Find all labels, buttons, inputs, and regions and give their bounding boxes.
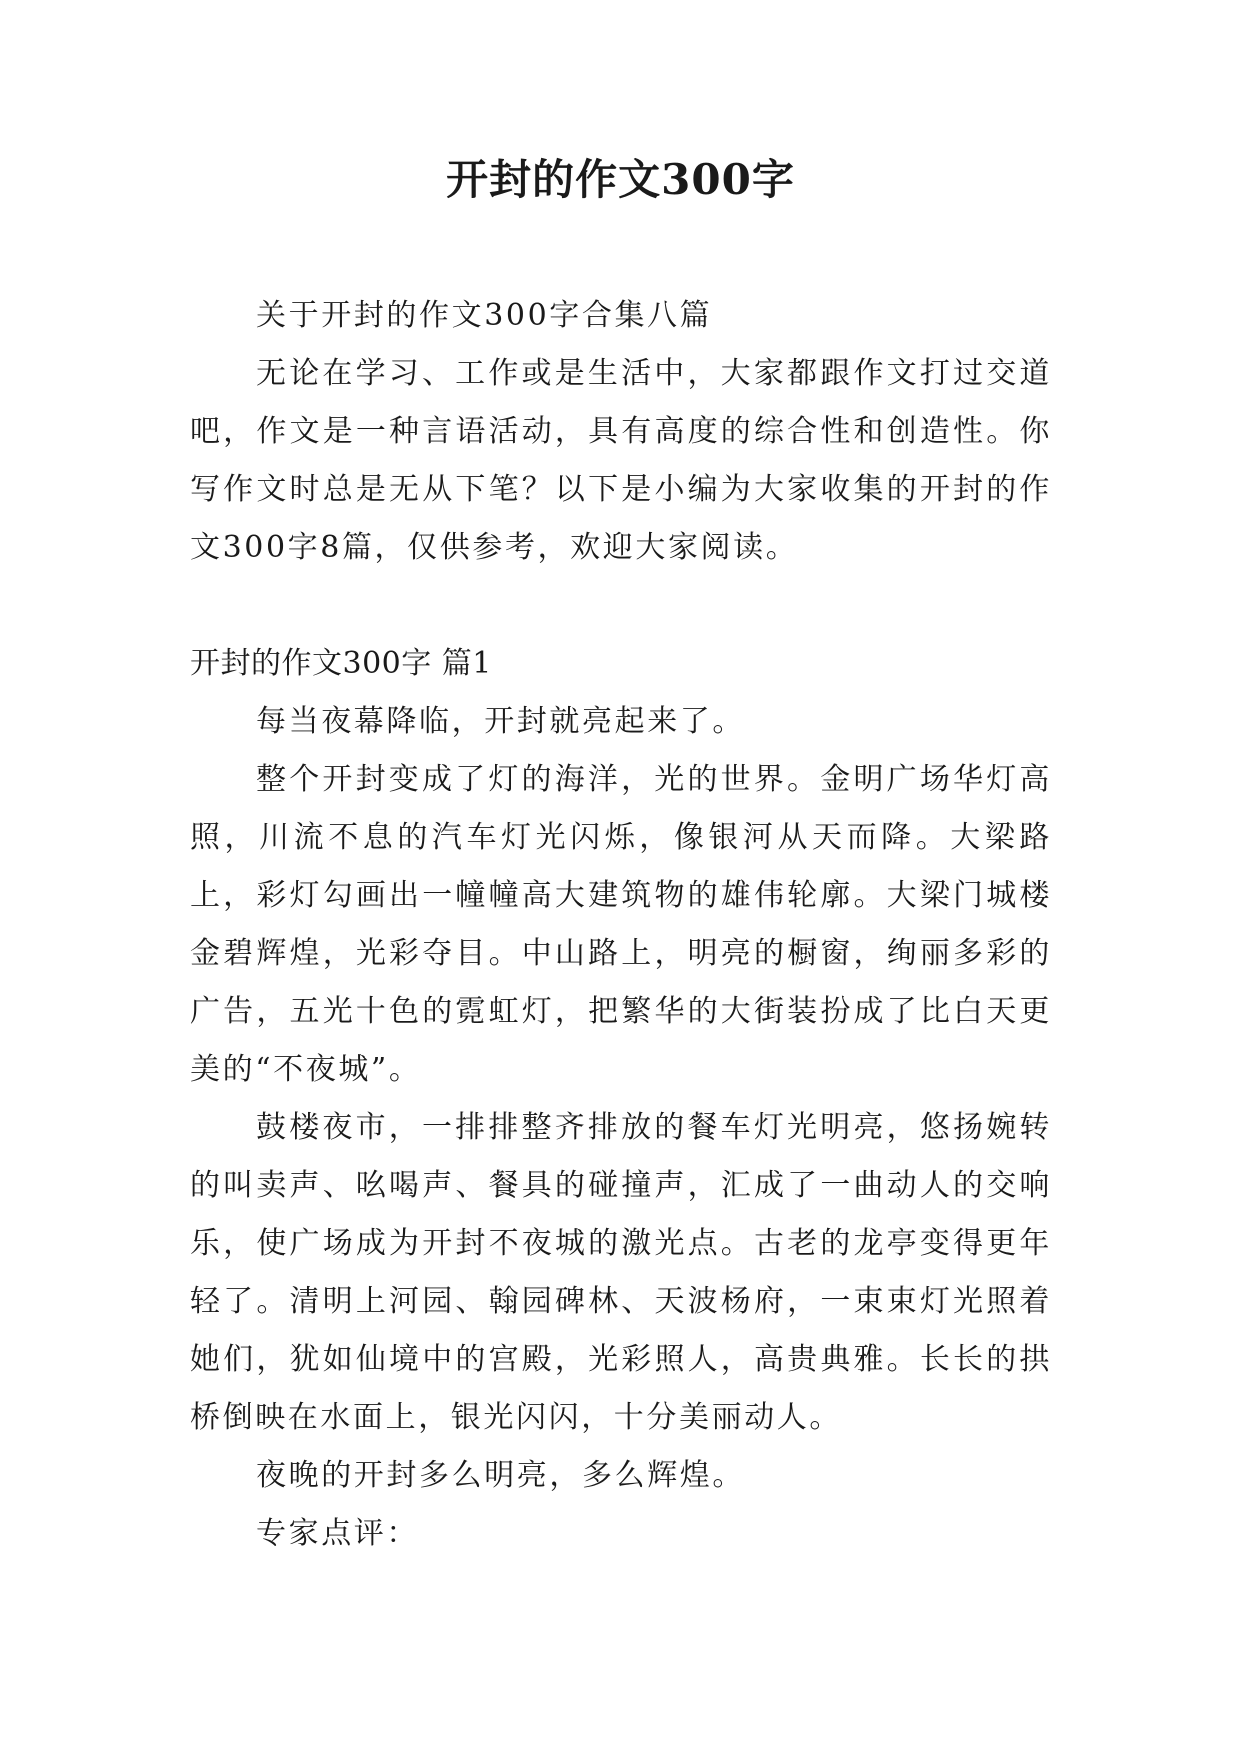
document-subtitle: 关于开封的作文300字合集八篇 [256,298,713,333]
body-paragraph: 夜晚的开封多么明亮，多么辉煌。 [256,1458,745,1493]
intro-paragraph: 无论在学习、工作或是生活中，大家都跟作文打过交道吧，作文是一种言语活动，具有高度的综合性和创造性。你写作文时总是无从下笔？以下是小编为大家收集的开封的作文300字8篇，仅供参考，欢迎大家阅读。 [190,356,1052,565]
section-heading: 开封的作文300字 篇1 [190,646,492,681]
body-paragraph: 整个开封变成了灯的海洋，光的世界。金明广场华灯高照，川流不息的汽车灯光闪烁，像银河从天而降。大梁路上，彩灯勾画出一幢幢高大建筑物的雄伟轮廓。大梁门城楼金碧辉煌，光彩夺目。中山路上，明亮的橱窗，绚丽多彩的广告，五光十色的霓虹灯，把繁华的大街装扮成了比白天更美的“不夜城”。 [190,762,1052,1087]
body-paragraph: 鼓楼夜市，一排排整齐排放的餐车灯光明亮，悠扬婉转的叫卖声、吆喝声、餐具的碰撞声，汇成了一曲动人的交响乐，使广场成为开封不夜城的激光点。古老的龙亭变得更年轻了。清明上河园、翰园碑林、天波杨府，一束束灯光照着她们，犹如仙境中的宫殿，光彩照人，高贵典雅。长长的拱桥倒映在水面上，银光闪闪，十分美丽动人。 [190,1110,1052,1435]
body-paragraph: 每当夜幕降临，开封就亮起来了。 [256,704,745,739]
expert-comment-label: 专家点评： [256,1516,419,1551]
document-body [190,287,1052,1563]
document-title: 开封的作文300字 [446,155,795,204]
